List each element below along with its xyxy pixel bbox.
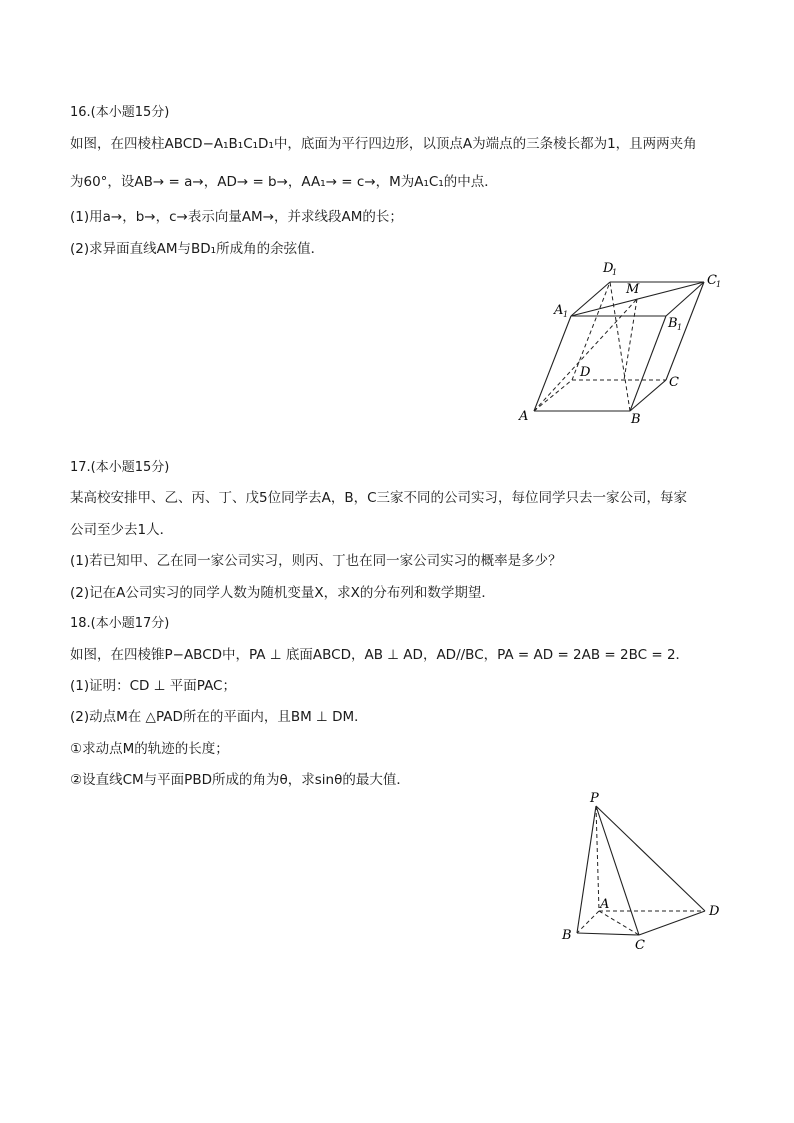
problem-16-heading: 16.(本小题15分) (70, 105, 170, 120)
problem-16-statement-line-1: 如图，在四棱柱ABCD−A₁B₁C₁D₁中，底面为平行四边形，以顶点A为端点的三条棱长都为1，且两两夹角 (70, 136, 697, 152)
label-B: B (562, 928, 572, 943)
prism-figure (500, 255, 740, 435)
edge-C-C1 (666, 282, 704, 380)
label-C: C (635, 938, 645, 953)
label-A: A (519, 409, 529, 424)
problem-17-question-1: (1)若已知甲、乙在同一家公司实习，则丙、丁也在同一家公司实习的概率是多少？ (70, 553, 562, 569)
label-D: D (709, 904, 720, 919)
label-A: A (600, 897, 610, 912)
label-M: M (626, 282, 640, 297)
label-A1: A (554, 303, 564, 318)
edge-C-D (639, 911, 705, 935)
problem-18-question-1: (1)证明：CD ⊥ 平面PAC； (70, 678, 236, 694)
problem-18-heading: 18.(本小题17分) (70, 616, 170, 631)
edge-B-B1 (630, 316, 666, 411)
edge-P-D (596, 806, 705, 911)
edge-B-C (577, 933, 639, 935)
label-C1: C (707, 273, 717, 288)
problem-16-question-1: (1)用a→，b→，c→表示向量AM→，并求线段AM的长； (70, 209, 403, 225)
problem-17-heading: 17.(本小题15分) (70, 460, 170, 475)
edge-P-B (577, 806, 596, 933)
label-D: D (580, 365, 591, 380)
problem-18-question-2b: ②设直线CM与平面PBD所成的角为θ，求sinθ的最大值． (70, 772, 410, 788)
label-B1: B (668, 316, 678, 331)
problem-17-question-2: (2)记在A公司实习的同学人数为随机变量X，求X的分布列和数学期望． (70, 585, 495, 601)
label-C: C (669, 375, 679, 390)
label-D1: D (603, 261, 614, 276)
pyramid-figure (555, 788, 735, 953)
hidden-edge-A-C (599, 911, 639, 935)
label-A1-sub: 1 (563, 310, 569, 319)
label-B1-sub: 1 (677, 323, 683, 332)
problem-17-statement-line-1: 某高校安排甲、乙、丙、丁、戊5位同学去A，B，C三家不同的公司实习，每位同学只去一家公司，每家 (70, 490, 688, 506)
problem-16-statement-line-2: 为60°，设AB→ = a→，AD→ = b→，AA₁→ = c→，M为A₁C₁的中点． (70, 174, 498, 190)
label-B: B (631, 412, 641, 427)
edge-A-A1 (534, 316, 571, 411)
edge-P-C (596, 806, 639, 935)
problem-17-statement-line-2: 公司至少去1人． (70, 522, 174, 538)
label-C1-sub: 1 (716, 280, 722, 289)
problem-18-question-2a: ①求动点M的轨迹的长度； (70, 741, 229, 757)
label-D1-sub: 1 (612, 268, 618, 277)
hidden-edge-P-A (596, 806, 599, 911)
label-P: P (590, 791, 599, 806)
problem-18-question-2: (2)动点M在 △PAD所在的平面内，且BM ⊥ DM． (70, 709, 368, 725)
problem-16-question-2: (2)求异面直线AM与BD₁所成角的余弦值． (70, 241, 325, 257)
hidden-edge-D-D1 (572, 282, 610, 380)
problem-18-statement: 如图，在四棱锥P−ABCD中，PA ⊥ 底面ABCD，AB ⊥ AD，AD//BC，PA = AD = 2AB = 2BC = 2． (70, 647, 690, 663)
